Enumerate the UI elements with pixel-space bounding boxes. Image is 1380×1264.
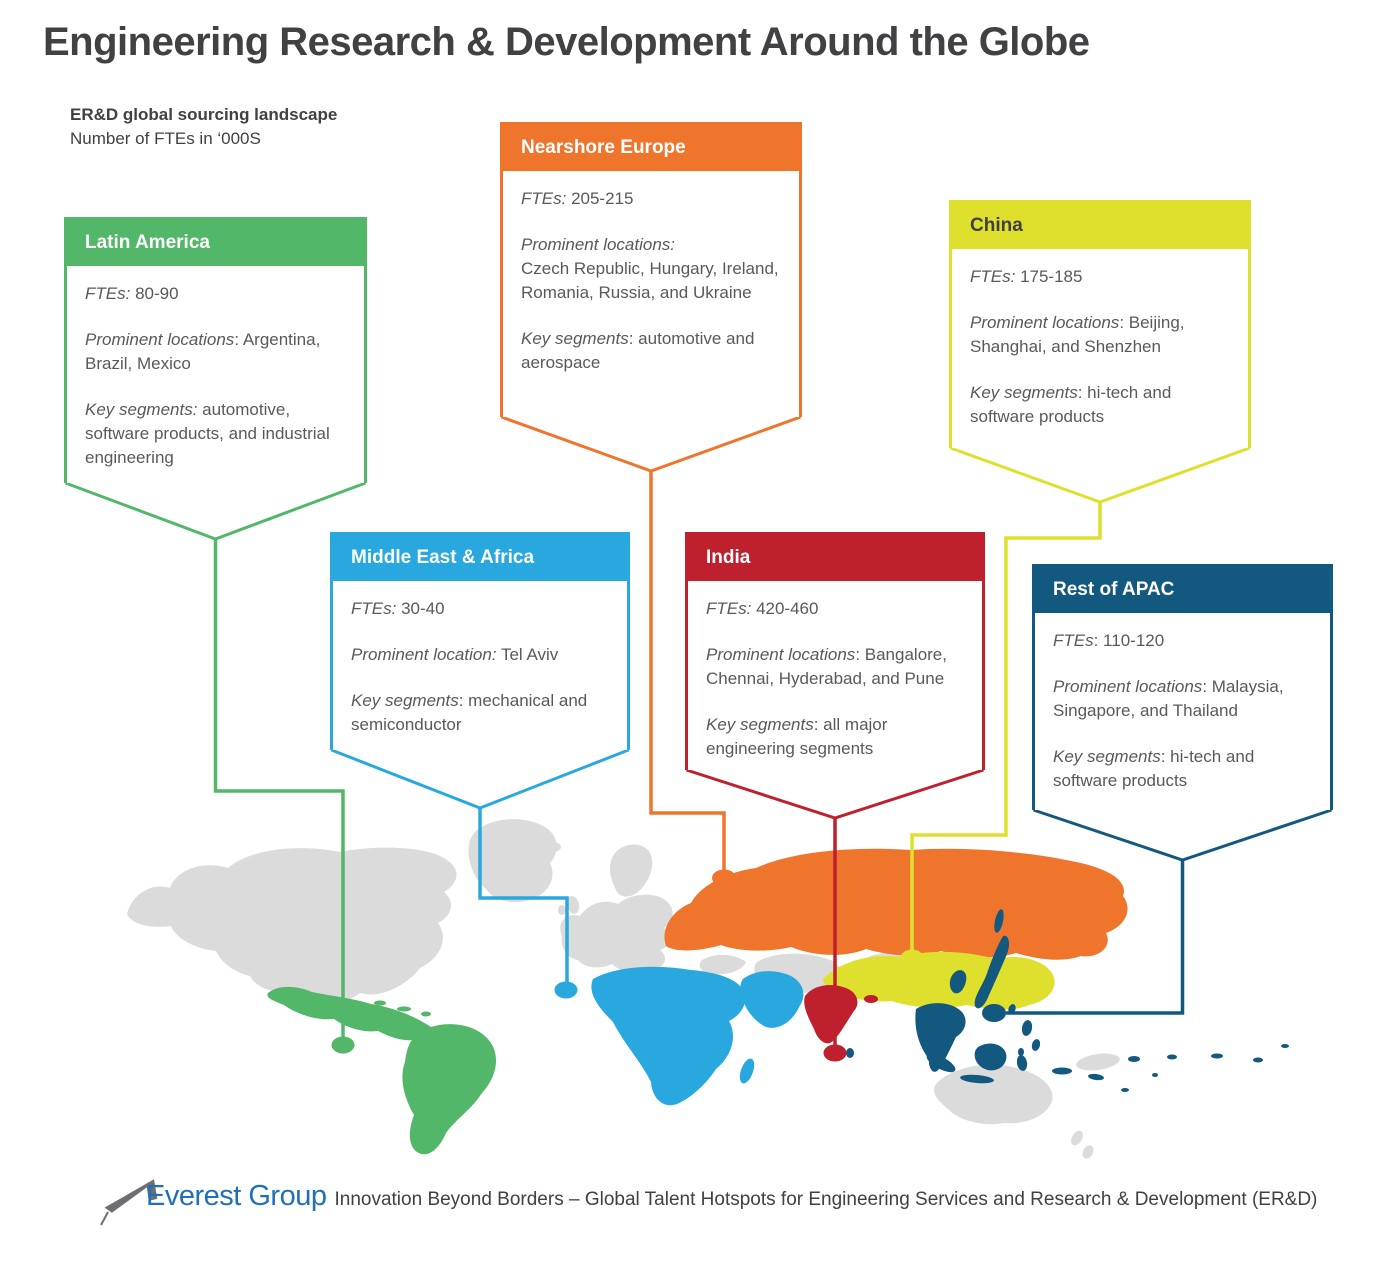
ftes-value: 80-90: [130, 284, 179, 303]
segments-row: [85, 398, 346, 470]
locations-value: : Argentina, Brazil, Mexico: [85, 330, 321, 373]
callout-body: [952, 249, 1248, 429]
segments-row: [1053, 745, 1312, 793]
segments-label: Key segments: [521, 329, 629, 348]
callout-nearshore-europe: [500, 122, 802, 417]
footer-caption: Innovation Beyond Borders – Global Talent Hotspots for Engineering Services and Research & Development (ER&D): [334, 1189, 1318, 1210]
callout-body: [503, 171, 799, 375]
callout-body: [67, 266, 364, 470]
callout-india: [685, 532, 985, 770]
ftes-row: [1053, 629, 1312, 653]
callout-chevron-india: [687, 770, 984, 818]
segments-value: : mechanical and semiconductor: [351, 691, 588, 734]
locations-label: Prominent locations: [85, 330, 235, 349]
map-region-australia: [934, 1064, 1053, 1124]
locations-value: Tel Aviv: [496, 645, 559, 664]
ftes-value: 420-460: [751, 599, 819, 618]
callout-header-rest-of-apac: Rest of APAC: [1035, 567, 1330, 613]
everest-group-logo-text: Everest Group: [146, 1180, 327, 1212]
locations-value: : Beijing, Shanghai, and Shenzhen: [970, 313, 1185, 356]
ftes-label: FTEs:: [351, 599, 397, 618]
callout-body: [1035, 613, 1330, 793]
locations-row: [351, 643, 609, 667]
ftes-label: FTEs: [1053, 631, 1094, 650]
ftes-value: 30-40: [396, 599, 445, 618]
ftes-label: FTEs:: [521, 189, 567, 208]
world-map: [127, 819, 1289, 1160]
segments-label: Key segments: [970, 383, 1078, 402]
locations-row: [970, 311, 1230, 359]
map-region-middle-east-africa: [591, 967, 803, 1105]
segments-row: [970, 381, 1230, 429]
ftes-value: 175-185: [1015, 267, 1083, 286]
callout-chevron-china: [951, 448, 1250, 502]
map-region-nearshore-europe: [665, 849, 1128, 960]
locations-row: [1053, 675, 1312, 723]
callout-china: [949, 200, 1251, 448]
callout-header-latin-america: Latin America: [67, 220, 364, 266]
callout-header-india: India: [688, 535, 982, 581]
callout-chevron-middle-east-africa: [332, 750, 629, 808]
callout-chevron-latin-america: [66, 483, 366, 539]
ftes-row: [706, 597, 964, 621]
segments-row: [706, 713, 964, 761]
locations-value: Czech Republic, Hungary, Ireland, Romania, Russia, and Ukraine: [521, 259, 779, 302]
ftes-label: FTEs:: [85, 284, 131, 303]
segments-value: : hi-tech and software products: [1053, 747, 1255, 790]
callout-body: [333, 581, 627, 737]
segments-label: Key segments:: [85, 400, 198, 419]
marker-dot-nearshore-europe: [712, 870, 736, 887]
callout-rest-of-apac: [1032, 564, 1333, 810]
callout-chevron-rest-of-apac: [1034, 810, 1332, 860]
marker-dot-latin-america: [332, 1037, 355, 1054]
callout-chevron-nearshore-europe: [502, 417, 801, 471]
locations-value: : Bangalore, Chennai, Hyderabad, and Pune: [706, 645, 947, 688]
locations-label: Prominent locations: [706, 645, 856, 664]
callout-body: [688, 581, 982, 761]
callout-middle-east-africa: [330, 532, 630, 750]
segments-row: [351, 689, 609, 737]
map-region-turkey: [700, 955, 746, 974]
page-title: Engineering Research & Development Around the Globe: [43, 20, 1090, 64]
segments-value: : all major engineering segments: [706, 715, 888, 758]
ftes-label: FTEs:: [706, 599, 752, 618]
locations-label: Prominent locations: [1053, 677, 1203, 696]
segments-row: [521, 327, 781, 375]
locations-row: [706, 643, 964, 691]
marker-dot-india: [824, 1045, 847, 1062]
mountain-slope-line: [101, 1212, 108, 1225]
marker-dot-rest-of-apac: [982, 1004, 1006, 1022]
locations-row: [85, 328, 346, 376]
segments-value: automotive, software products, and industrial engineering: [85, 400, 330, 467]
callout-header-china: China: [952, 203, 1248, 249]
map-region-scandinavia: [610, 844, 652, 896]
page-subtitle: [70, 103, 337, 151]
ftes-row: [970, 265, 1230, 289]
map-region-greenland: [469, 819, 557, 902]
map-region-latin-america: [267, 987, 496, 1154]
subtitle-line1: ER&D global sourcing landscape: [70, 105, 338, 124]
locations-label: Prominent locations: [970, 313, 1120, 332]
locations-value: : Malaysia, Singapore, and Thailand: [1053, 677, 1284, 720]
locations-label: Prominent location:: [351, 645, 497, 664]
ftes-label: FTEs:: [970, 267, 1016, 286]
marker-dot-middle-east-africa: [555, 982, 578, 999]
ftes-row: [351, 597, 609, 621]
segments-label: Key segments: [351, 691, 459, 710]
locations-row: [521, 233, 781, 305]
callout-header-middle-east-africa: Middle East & Africa: [333, 535, 627, 581]
segments-value: : automotive and aerospace: [521, 329, 755, 372]
ftes-row: [85, 282, 346, 306]
marker-dot-china: [901, 950, 924, 967]
subtitle-line2: Number of FTEs in ‘000S: [70, 129, 261, 148]
segments-label: Key segments: [706, 715, 814, 734]
map-region-north-america: [127, 848, 457, 1005]
callout-latin-america: [64, 217, 367, 483]
ftes-value: 205-215: [566, 189, 634, 208]
segments-label: Key segments: [1053, 747, 1161, 766]
segments-value: : hi-tech and software products: [970, 383, 1172, 426]
callout-header-nearshore-europe: Nearshore Europe: [503, 125, 799, 171]
footer: [146, 1180, 1317, 1213]
locations-label: Prominent locations:: [521, 235, 676, 254]
map-region-china: [823, 952, 1055, 1010]
ftes-value: : 110-120: [1093, 631, 1165, 650]
ftes-row: [521, 187, 781, 211]
